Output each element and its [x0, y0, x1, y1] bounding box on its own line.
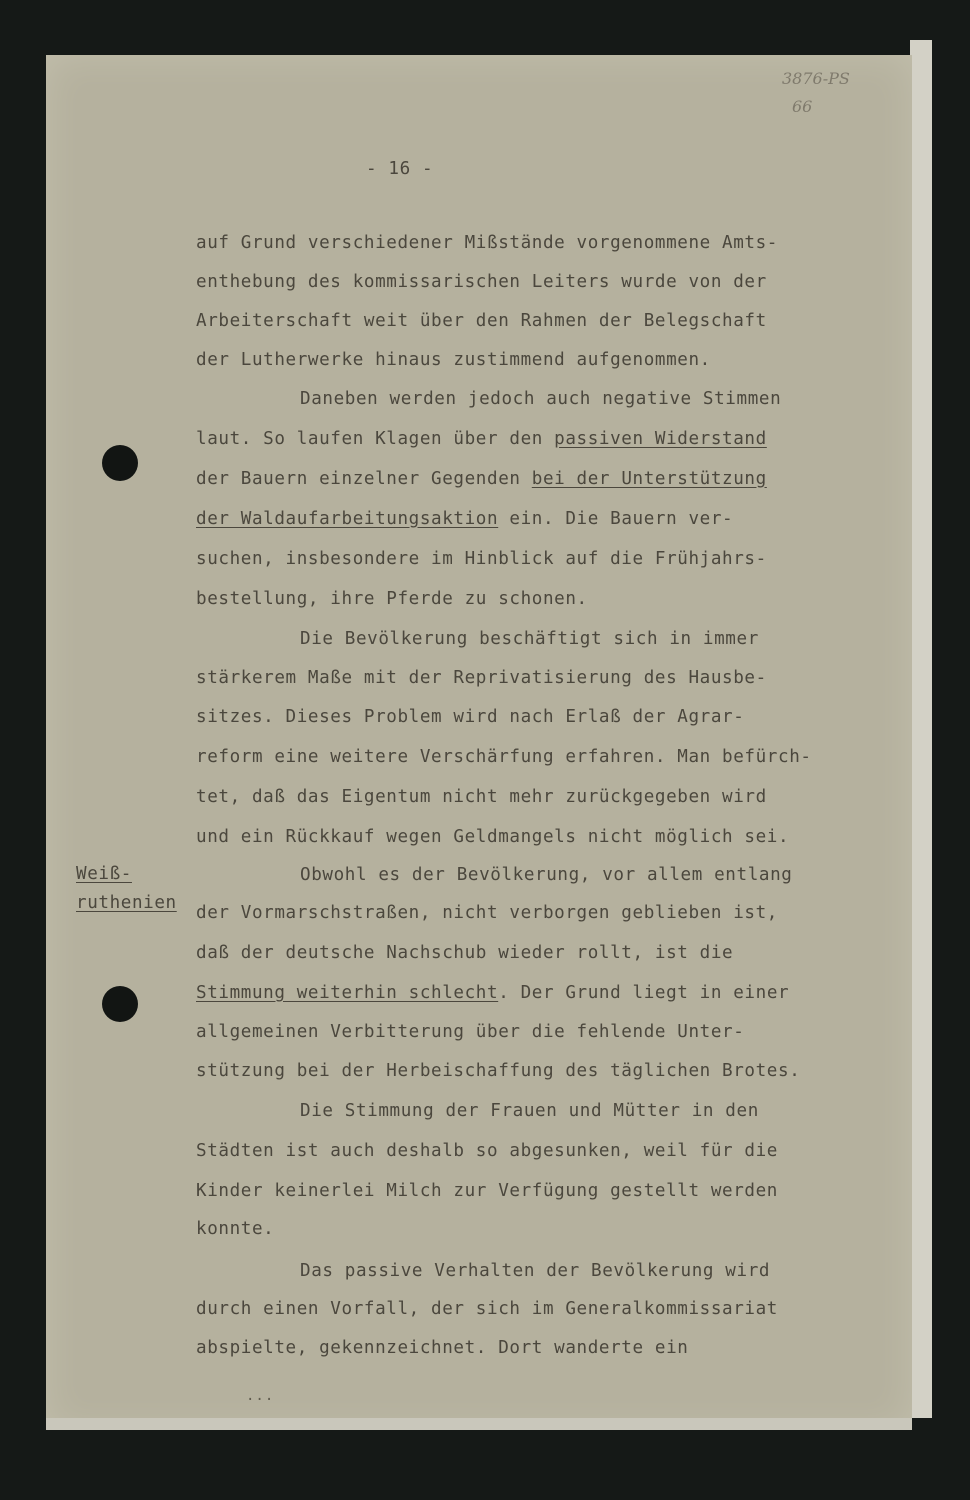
text-line-13: sitzes. Dieses Problem wird nach Erlaß der Agrar-: [196, 707, 745, 727]
underlined-support: bei der Unterstützung: [531, 469, 767, 489]
text-line-20: [196, 983, 789, 1003]
underlined-mood-bad: Stimmung weiterhin schlecht: [196, 983, 499, 1003]
text-line-7: [196, 469, 767, 489]
text-line-17: Obwohl es der Bevölkerung, vor allem entlang: [300, 865, 793, 885]
text-line-18: der Vormarschstraßen, nicht verborgen geblieben ist,: [196, 903, 779, 923]
text-line-12: stärkerem Maße mit der Reprivatisierung des Hausbe-: [196, 668, 767, 688]
text-line-8-tail: ein. Die Bauern ver-: [498, 509, 734, 529]
underlined-passive-resistance: passiven Widerstand: [554, 429, 767, 449]
text-line-22: stützung bei der Herbeischaffung des täglichen Brotes.: [196, 1061, 801, 1081]
text-line-2: enthebung des kommissarischen Leiters wurde von der: [196, 272, 767, 292]
underlined-forestry-action: der Waldaufarbeitungsaktion: [196, 509, 499, 529]
backing-sheet: [910, 40, 932, 1418]
text-line-6: [196, 429, 767, 449]
text-line-20-tail: . Der Grund liegt in einer: [498, 983, 790, 1003]
punch-hole-top: [102, 445, 138, 481]
text-line-23: Die Stimmung der Frauen und Mütter in den: [300, 1101, 759, 1121]
text-line-24: Städten ist auch deshalb so abgesunken, weil für die: [196, 1141, 779, 1161]
text-line-26: konnte.: [196, 1219, 275, 1239]
page-number: - 16 -: [366, 159, 434, 179]
text-line-28: durch einen Vorfall, der sich im Generalkommissariat: [196, 1299, 779, 1319]
faint-dots: ...: [246, 1388, 275, 1404]
text-line-8: [196, 509, 733, 529]
text-line-19: daß der deutsche Nachschub wieder rollt, ist die: [196, 943, 734, 963]
text-line-25: Kinder keinerlei Milch zur Verfügung gestellt werden: [196, 1181, 779, 1201]
text-line-21: allgemeinen Verbitterung über die fehlende Unter-: [196, 1022, 745, 1042]
text-line-3: Arbeiterschaft weit über den Rahmen der Belegschaft: [196, 311, 767, 331]
text-line-15: tet, daß das Eigentum nicht mehr zurückgegeben wird: [196, 787, 767, 807]
margin-note-line-1: Weiß-: [76, 864, 132, 884]
text-line-16: und ein Rückkauf wegen Geldmangels nicht möglich sei.: [196, 827, 790, 847]
archive-number: 3876-PS: [782, 69, 850, 88]
text-line-29: abspielte, gekennzeichnet. Dort wanderte ein: [196, 1338, 689, 1358]
text-line-6-lead: laut. So laufen Klagen über den: [196, 429, 555, 449]
text-line-11: Die Bevölkerung beschäftigt sich in immer: [300, 629, 759, 649]
document-page: [46, 55, 912, 1430]
text-line-7-lead: der Bauern einzelner Gegenden: [196, 469, 532, 489]
text-line-5: Daneben werden jedoch auch negative Stimmen: [300, 389, 782, 409]
text-line-4: der Lutherwerke hinaus zustimmend aufgenommen.: [196, 350, 711, 370]
punch-hole-bottom: [102, 986, 138, 1022]
text-line-10: bestellung, ihre Pferde zu schonen.: [196, 589, 588, 609]
text-line-1: auf Grund verschiedener Mißstände vorgenommene Amts-: [196, 233, 779, 253]
text-line-9: suchen, insbesondere im Hinblick auf die Frühjahrs-: [196, 549, 767, 569]
text-line-27: Das passive Verhalten der Bevölkerung wird: [300, 1261, 771, 1281]
margin-note-line-2: ruthenien: [76, 893, 177, 913]
text-line-14: reform eine weitere Verschärfung erfahren. Man befürch-: [196, 747, 812, 767]
archive-sheet-number: 66: [792, 97, 813, 116]
page-bottom-edge: [46, 1418, 912, 1430]
